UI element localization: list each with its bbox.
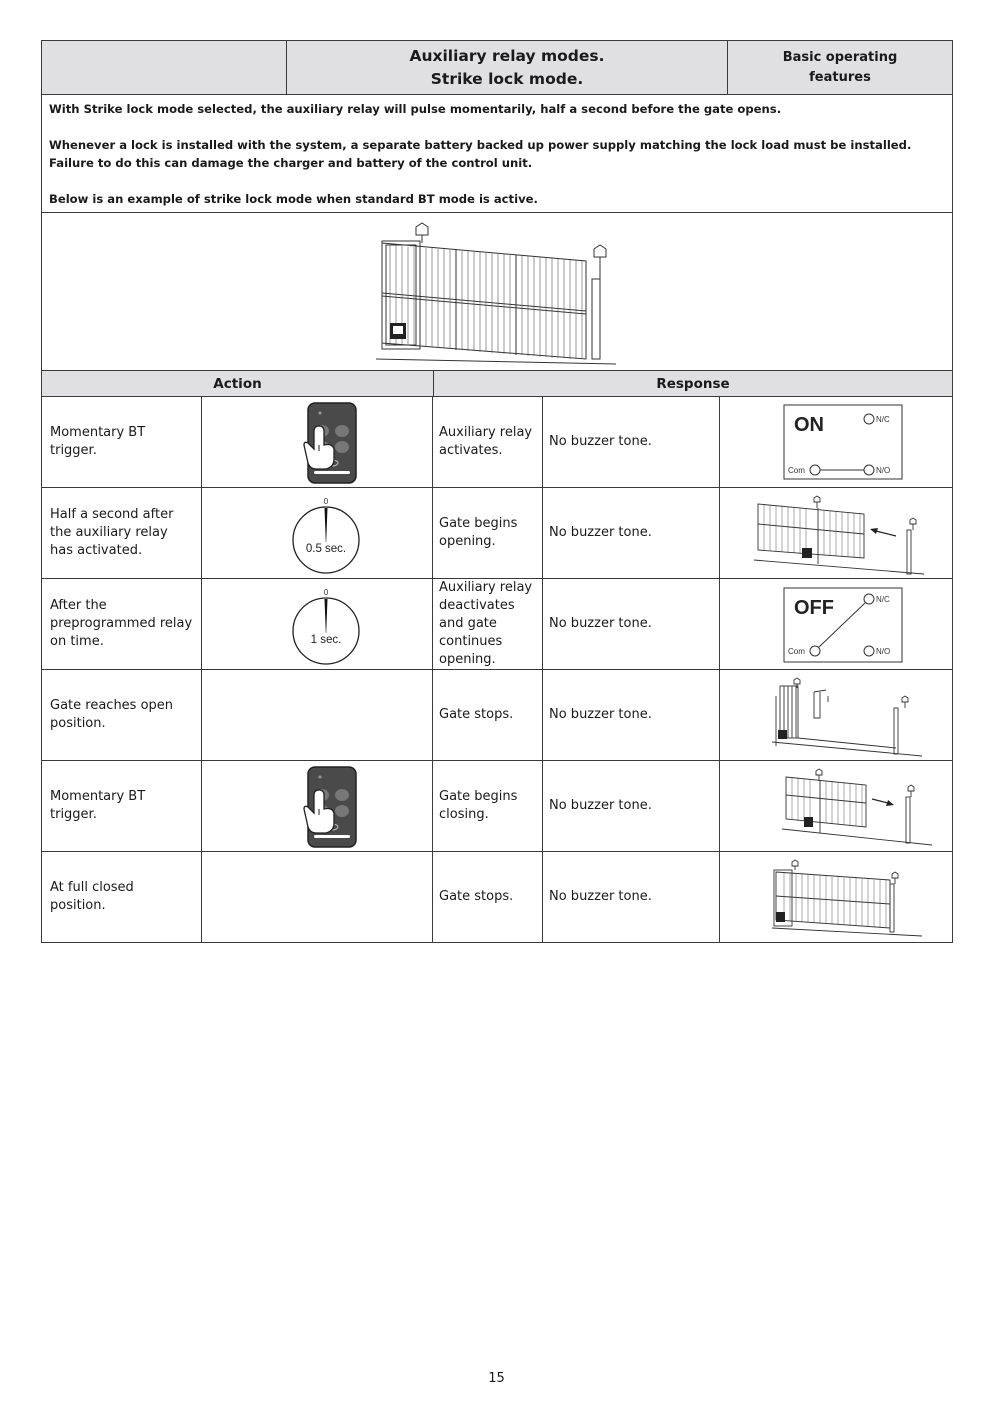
remote-control-icon — [300, 765, 360, 849]
timer-icon — [288, 496, 364, 574]
page-number: 15 — [488, 1371, 505, 1386]
response-text: Gate stops. — [433, 670, 543, 760]
timer-zero-label: 0 — [323, 497, 329, 506]
response-icon-cell — [720, 852, 952, 942]
action-icon-cell — [202, 761, 433, 851]
no-label: N/O — [876, 466, 891, 475]
response-icon-cell — [720, 761, 952, 851]
timer-label: 1 sec. — [310, 634, 342, 646]
table-row — [42, 852, 952, 942]
table-row — [42, 397, 952, 488]
section-label — [728, 41, 952, 94]
title-line-1: Auxiliary relay modes. — [409, 46, 605, 65]
header-blank-cell — [42, 41, 287, 94]
action-text: Half a second after the auxiliary relay has activated. — [42, 488, 202, 578]
com-label: Com — [788, 647, 805, 656]
gate-opening-icon — [754, 494, 924, 576]
intro-paragraph: With Strike lock mode selected, the auxiliary relay will pulse momentarily, half a second before the gate opens. — [49, 102, 782, 116]
timer-zero-label: 0 — [323, 588, 329, 597]
table-row — [42, 579, 952, 670]
action-icon-cell — [202, 488, 433, 578]
nc-label: N/C — [876, 415, 890, 424]
response-text: Gate stops. — [433, 852, 543, 942]
table-row — [42, 670, 952, 761]
intro-paragraph: Whenever a lock is installed with the system, a separate battery backed up power supply matching the lock load must be installed. Failure to do this can damage the charger and battery of the control unit. — [49, 138, 912, 170]
response-icon-cell — [720, 670, 952, 760]
action-icon-cell — [202, 397, 433, 487]
table-header — [42, 371, 952, 397]
action-text: At full closed position. — [42, 852, 202, 942]
gate-closed-icon — [772, 858, 922, 940]
response-text: Auxiliary relay activates. — [433, 397, 543, 487]
timer-icon — [288, 587, 364, 665]
buzzer-text: No buzzer tone. — [543, 761, 720, 851]
action-icon-cell — [202, 670, 433, 760]
relay-off-icon — [783, 587, 905, 665]
gate-illustration — [42, 213, 952, 371]
buzzer-text: No buzzer tone. — [543, 488, 720, 578]
response-icon-cell — [720, 488, 952, 578]
com-label: Com — [788, 466, 805, 475]
section-line-2: features — [809, 69, 871, 85]
response-icon-cell — [720, 579, 952, 669]
action-icon-cell — [202, 579, 433, 669]
gate-open-icon — [772, 676, 922, 758]
response-text: Gate begins closing. — [433, 761, 543, 851]
buzzer-text: No buzzer tone. — [543, 397, 720, 487]
relay-state-label: ON — [794, 414, 824, 436]
buzzer-text: No buzzer tone. — [543, 579, 720, 669]
action-text: Gate reaches open position. — [42, 670, 202, 760]
relay-on-icon — [783, 404, 905, 482]
section-line-1: Basic operating — [782, 49, 898, 65]
table-row — [42, 488, 952, 579]
action-text: After the preprogrammed relay on time. — [42, 579, 202, 669]
response-column-header: Response — [656, 375, 730, 392]
timer-label: 0.5 sec. — [305, 543, 347, 555]
action-icon-cell — [202, 852, 433, 942]
page-header — [42, 41, 952, 95]
nc-label: N/C — [876, 595, 890, 604]
relay-state-label: OFF — [794, 597, 834, 619]
strike-lock-page — [41, 40, 953, 943]
sliding-gate-icon — [376, 219, 616, 365]
intro-paragraph: Below is an example of strike lock mode when standard BT mode is active. — [49, 192, 538, 206]
response-text: Gate begins opening. — [433, 488, 543, 578]
no-label: N/O — [876, 647, 891, 656]
buzzer-text: No buzzer tone. — [543, 670, 720, 760]
table-row — [42, 761, 952, 852]
response-text: Auxiliary relay deactivates and gate continues opening. — [433, 579, 543, 669]
buzzer-text: No buzzer tone. — [543, 852, 720, 942]
response-icon-cell — [720, 397, 952, 487]
remote-control-icon — [300, 401, 360, 485]
action-column-header: Action — [42, 371, 434, 396]
action-text: Momentary BT trigger. — [42, 397, 202, 487]
action-text: Momentary BT trigger. — [42, 761, 202, 851]
page-title — [287, 41, 728, 94]
title-line-2: Strike lock mode. — [430, 69, 584, 88]
intro-text — [42, 95, 952, 213]
gate-closing-icon — [782, 767, 932, 849]
